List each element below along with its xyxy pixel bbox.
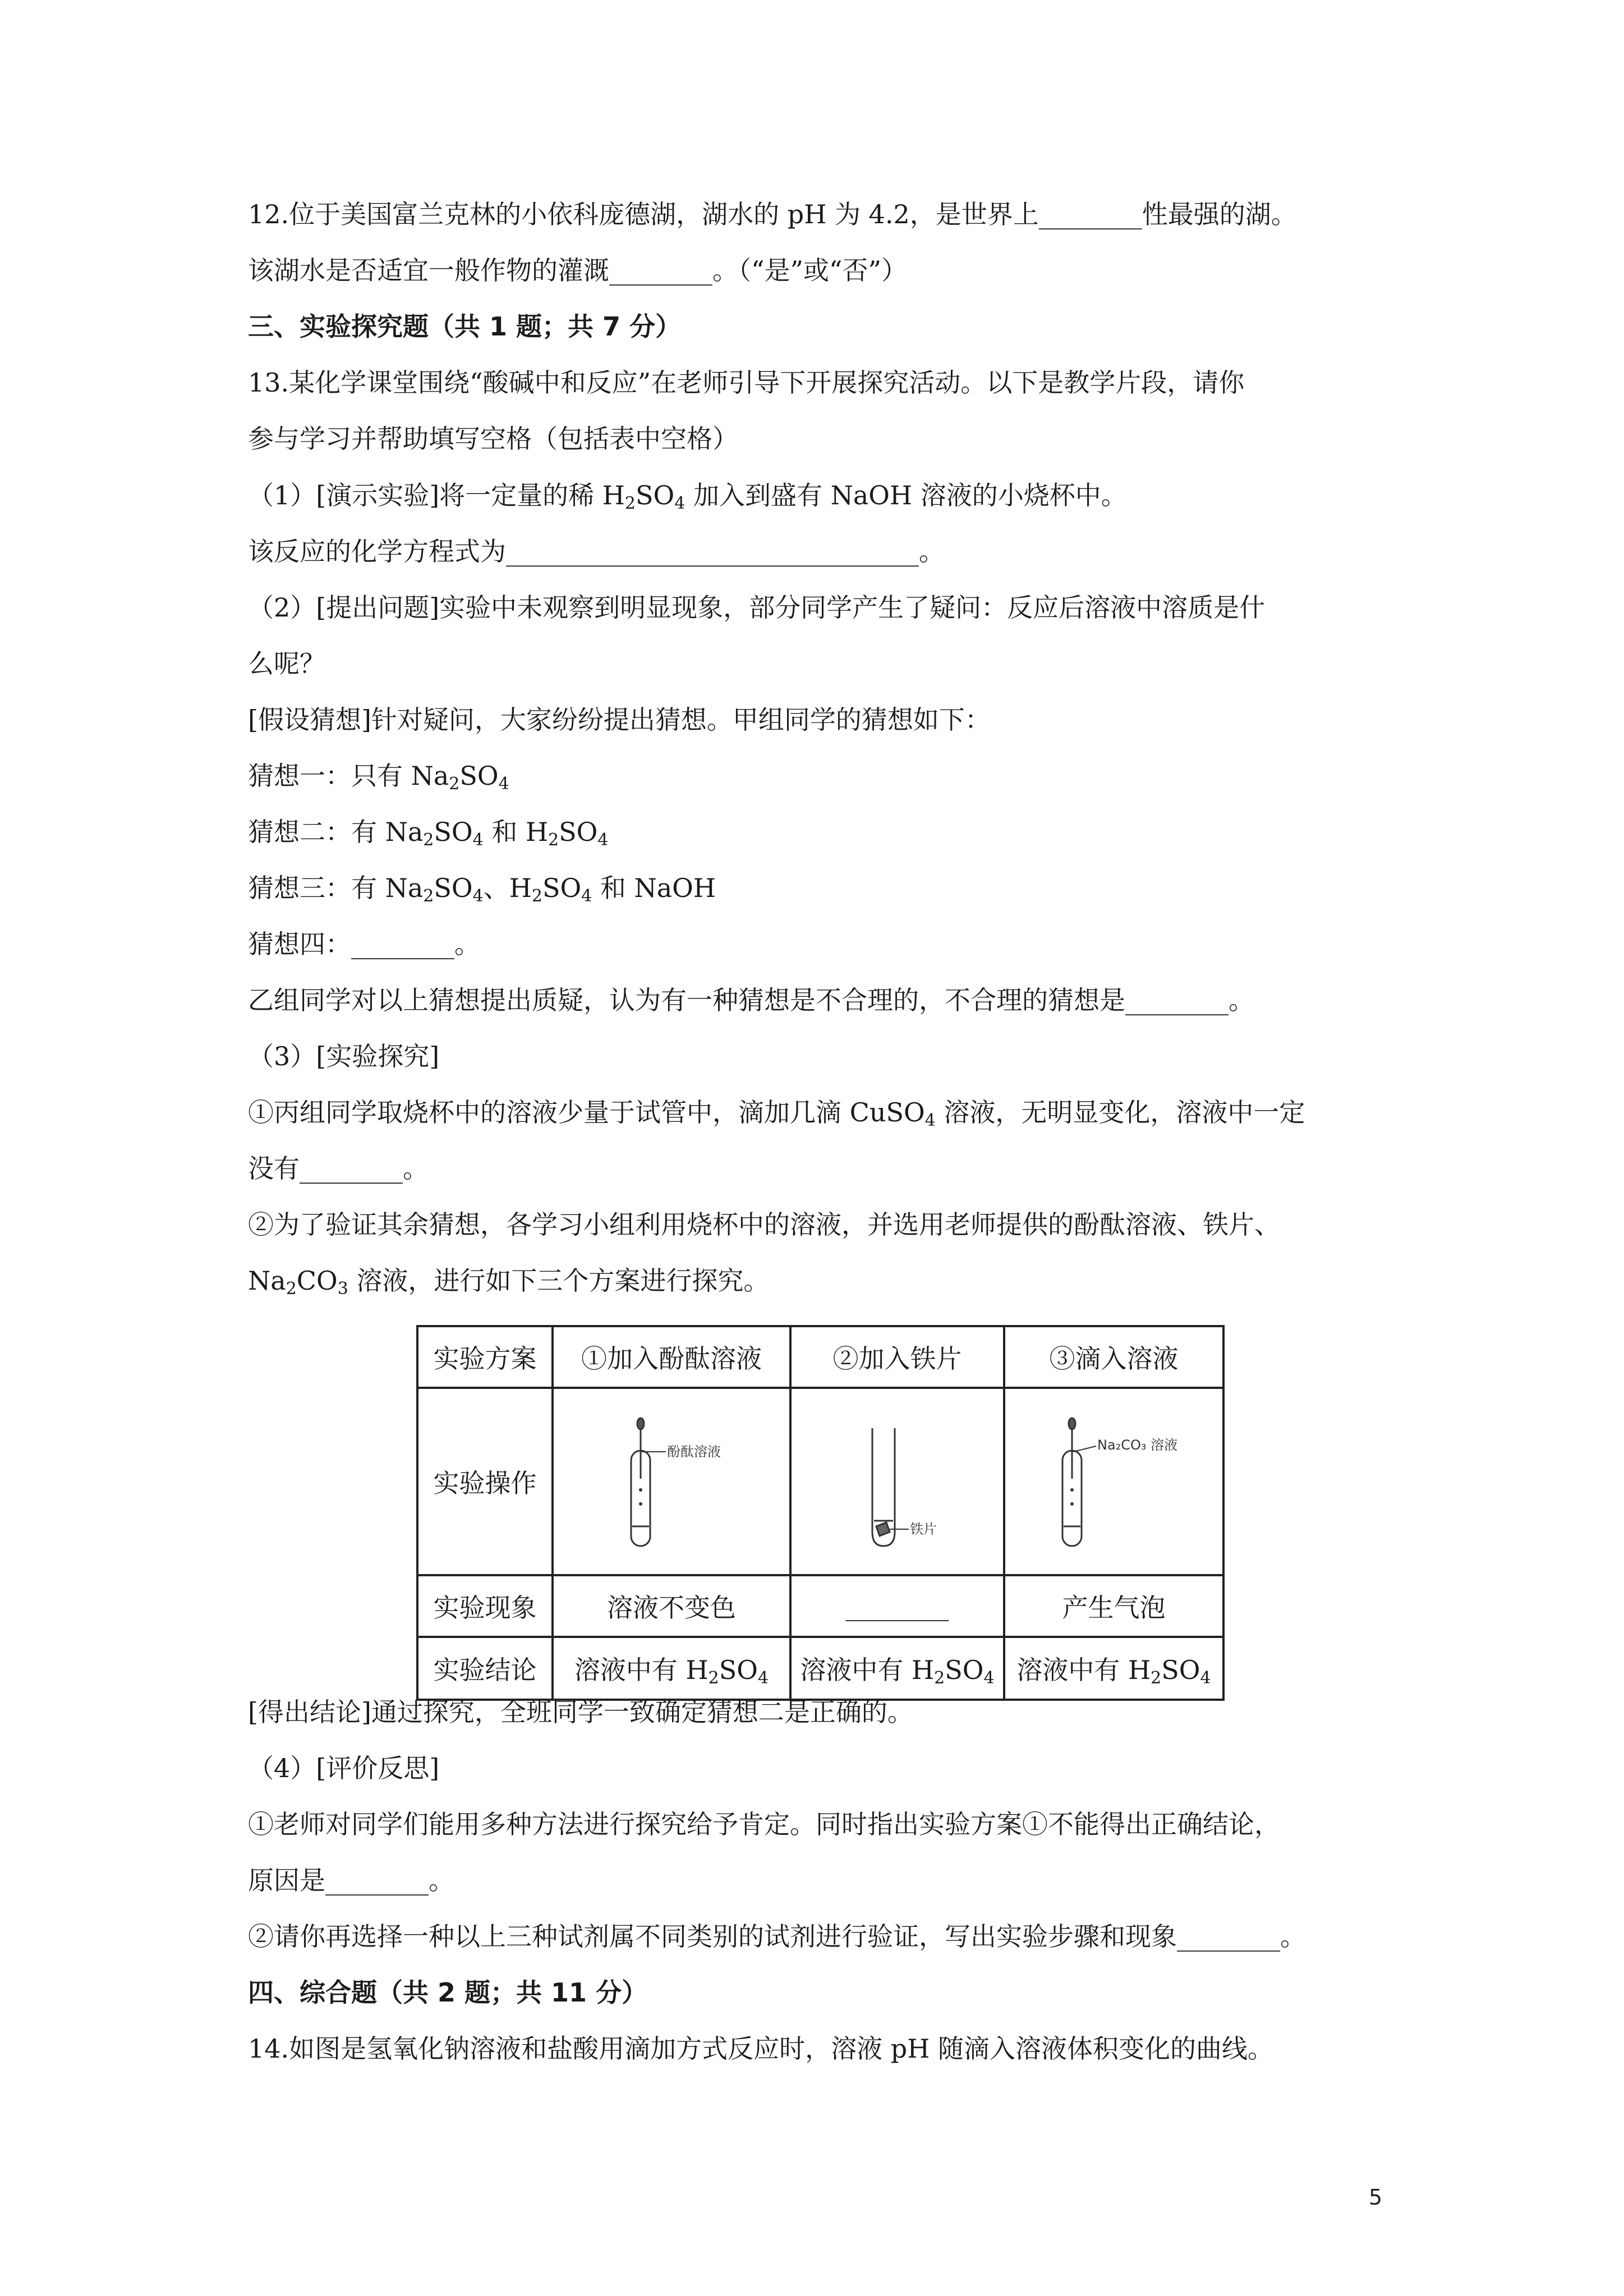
guess-1: 猜想一：只有 $Na_2SO_4$ — [248, 761, 509, 794]
q12-line-1: 12.位于美国富兰克林的小依科庞德湖，湖水的 pH 为 4.2，是世界上________性最强的湖。 — [248, 199, 1297, 229]
table-header-row — [417, 1326, 1223, 1388]
table-cell: 溶液中有 $H_2SO_4$ — [553, 1637, 790, 1700]
table-operation-row — [417, 1388, 1223, 1575]
part-1-demo: （1）[演示实验]将一定量的稀 $H_2SO_4$ 加入到盛有 NaOH 溶液的小烧杯中。 — [248, 480, 1127, 513]
part-2-question-2: 么呢？ — [248, 648, 325, 679]
q13-line-2: 参与学习并帮助填写空格（包括表中空格） — [248, 424, 738, 454]
na2co3-diagram — [1004, 1388, 1223, 1575]
guess-4: 猜想四：________。 — [248, 929, 480, 959]
part-3-step-2-line-1: ②为了验证其余猜想，各学习小组利用烧杯中的溶液，并选用老师提供的酚酞溶液、铁片、 — [248, 1209, 1280, 1240]
table-conclusion-row — [417, 1637, 1223, 1700]
part-3-step-2-line-2: $Na_2CO_3$ 溶液，进行如下三个方案进行探究。 — [248, 1266, 770, 1299]
table-row-label: 实验结论 — [417, 1637, 553, 1700]
section-4-heading: 四、综合题（共 2 题；共 11 分） — [248, 1977, 648, 2008]
phenolphthalein-label: 酚酞溶液 — [667, 1444, 721, 1460]
section-3-heading: 三、实验探究题（共 1 题；共 7 分） — [248, 311, 682, 342]
table-header-cell: 实验方案 — [417, 1326, 553, 1388]
table-header-cell: ②加入铁片 — [790, 1326, 1004, 1388]
iron-piece-diagram — [790, 1388, 1004, 1575]
conclusion: [得出结论]通过探究，全班同学一致确定猜想二是正确的。 — [248, 1697, 913, 1727]
q14-line: 14.如图是氢氧化钠溶液和盐酸用滴加方式反应时，溶液 pH 随滴入溶液体积变化的曲线。 — [248, 2033, 1273, 2064]
part-3-step-1-line-2: 没有________。 — [248, 1153, 429, 1184]
reflection-1-line-2: 原因是________。 — [248, 1865, 454, 1895]
table-cell: 溶液中有 $H_2SO_4$ — [790, 1637, 1004, 1700]
part-4-heading: （4）[评价反思] — [248, 1753, 440, 1783]
table-phenomenon-row — [417, 1575, 1223, 1637]
reflection-2: ②请你再选择一种以上三种试剂属不同类别的试剂进行验证，写出实验步骤和现象________。 — [248, 1921, 1306, 1952]
guess-3: 猜想三：有 $Na_2SO_4$、$H_2SO_4$ 和 NaOH — [248, 873, 716, 906]
iron-label: 铁片 — [909, 1521, 937, 1537]
part-3-step-1-line-1: ①丙组同学取烧杯中的溶液少量于试管中，滴加几滴 CuSO$_4$ 溶液，无明显变化，溶液中一定 — [248, 1097, 1305, 1130]
na2co3-label: Na₂CO₃ 溶液 — [1097, 1437, 1177, 1453]
table-row-label: 实验现象 — [417, 1575, 553, 1637]
part-1-equation: 该反应的化学方程式为________________________________。 — [248, 536, 945, 567]
experiment-table — [416, 1325, 1225, 1701]
guess-2: 猜想二：有 $Na_2SO_4$ 和 $H_2SO_4$ — [248, 817, 609, 850]
part-3-heading: （3）[实验探究] — [248, 1041, 440, 1071]
table-cell: 溶液不变色 — [553, 1575, 790, 1637]
reflection-1-line-1: ①老师对同学们能用多种方法进行探究给予肯定。同时指出实验方案①不能得出正确结论， — [248, 1809, 1280, 1839]
table-cell: 溶液中有 $H_2SO_4$ — [1004, 1637, 1223, 1700]
table-cell: 产生气泡 — [1004, 1575, 1223, 1637]
table-header-cell: ③滴入溶液 — [1004, 1326, 1223, 1388]
hypothesis-intro: [假设猜想]针对疑问，大家纷纷提出猜想。甲组同学的猜想如下： — [248, 705, 991, 735]
table-cell-blank: ________ — [790, 1575, 1004, 1637]
table-row-label: 实验操作 — [417, 1388, 553, 1575]
q13-line-1: 13.某化学课堂围绕“酸碱中和反应”在老师引导下开展探究活动。以下是教学片段，请你 — [248, 367, 1245, 398]
table-header-cell: ①加入酚酞溶液 — [553, 1326, 790, 1388]
phenolphthalein-diagram — [553, 1388, 790, 1575]
group-yi-doubt: 乙组同学对以上猜想提出质疑，认为有一种猜想是不合理的，不合理的猜想是________。 — [248, 985, 1254, 1015]
part-2-question-1: （2）[提出问题]实验中未观察到明显现象，部分同学产生了疑问：反应后溶液中溶质是什 — [248, 592, 1266, 623]
page-number: 5 — [1369, 2185, 1383, 2210]
q12-line-2: 该湖水是否适宜一般作物的灌溉________。（“是”或“否”） — [248, 255, 908, 286]
